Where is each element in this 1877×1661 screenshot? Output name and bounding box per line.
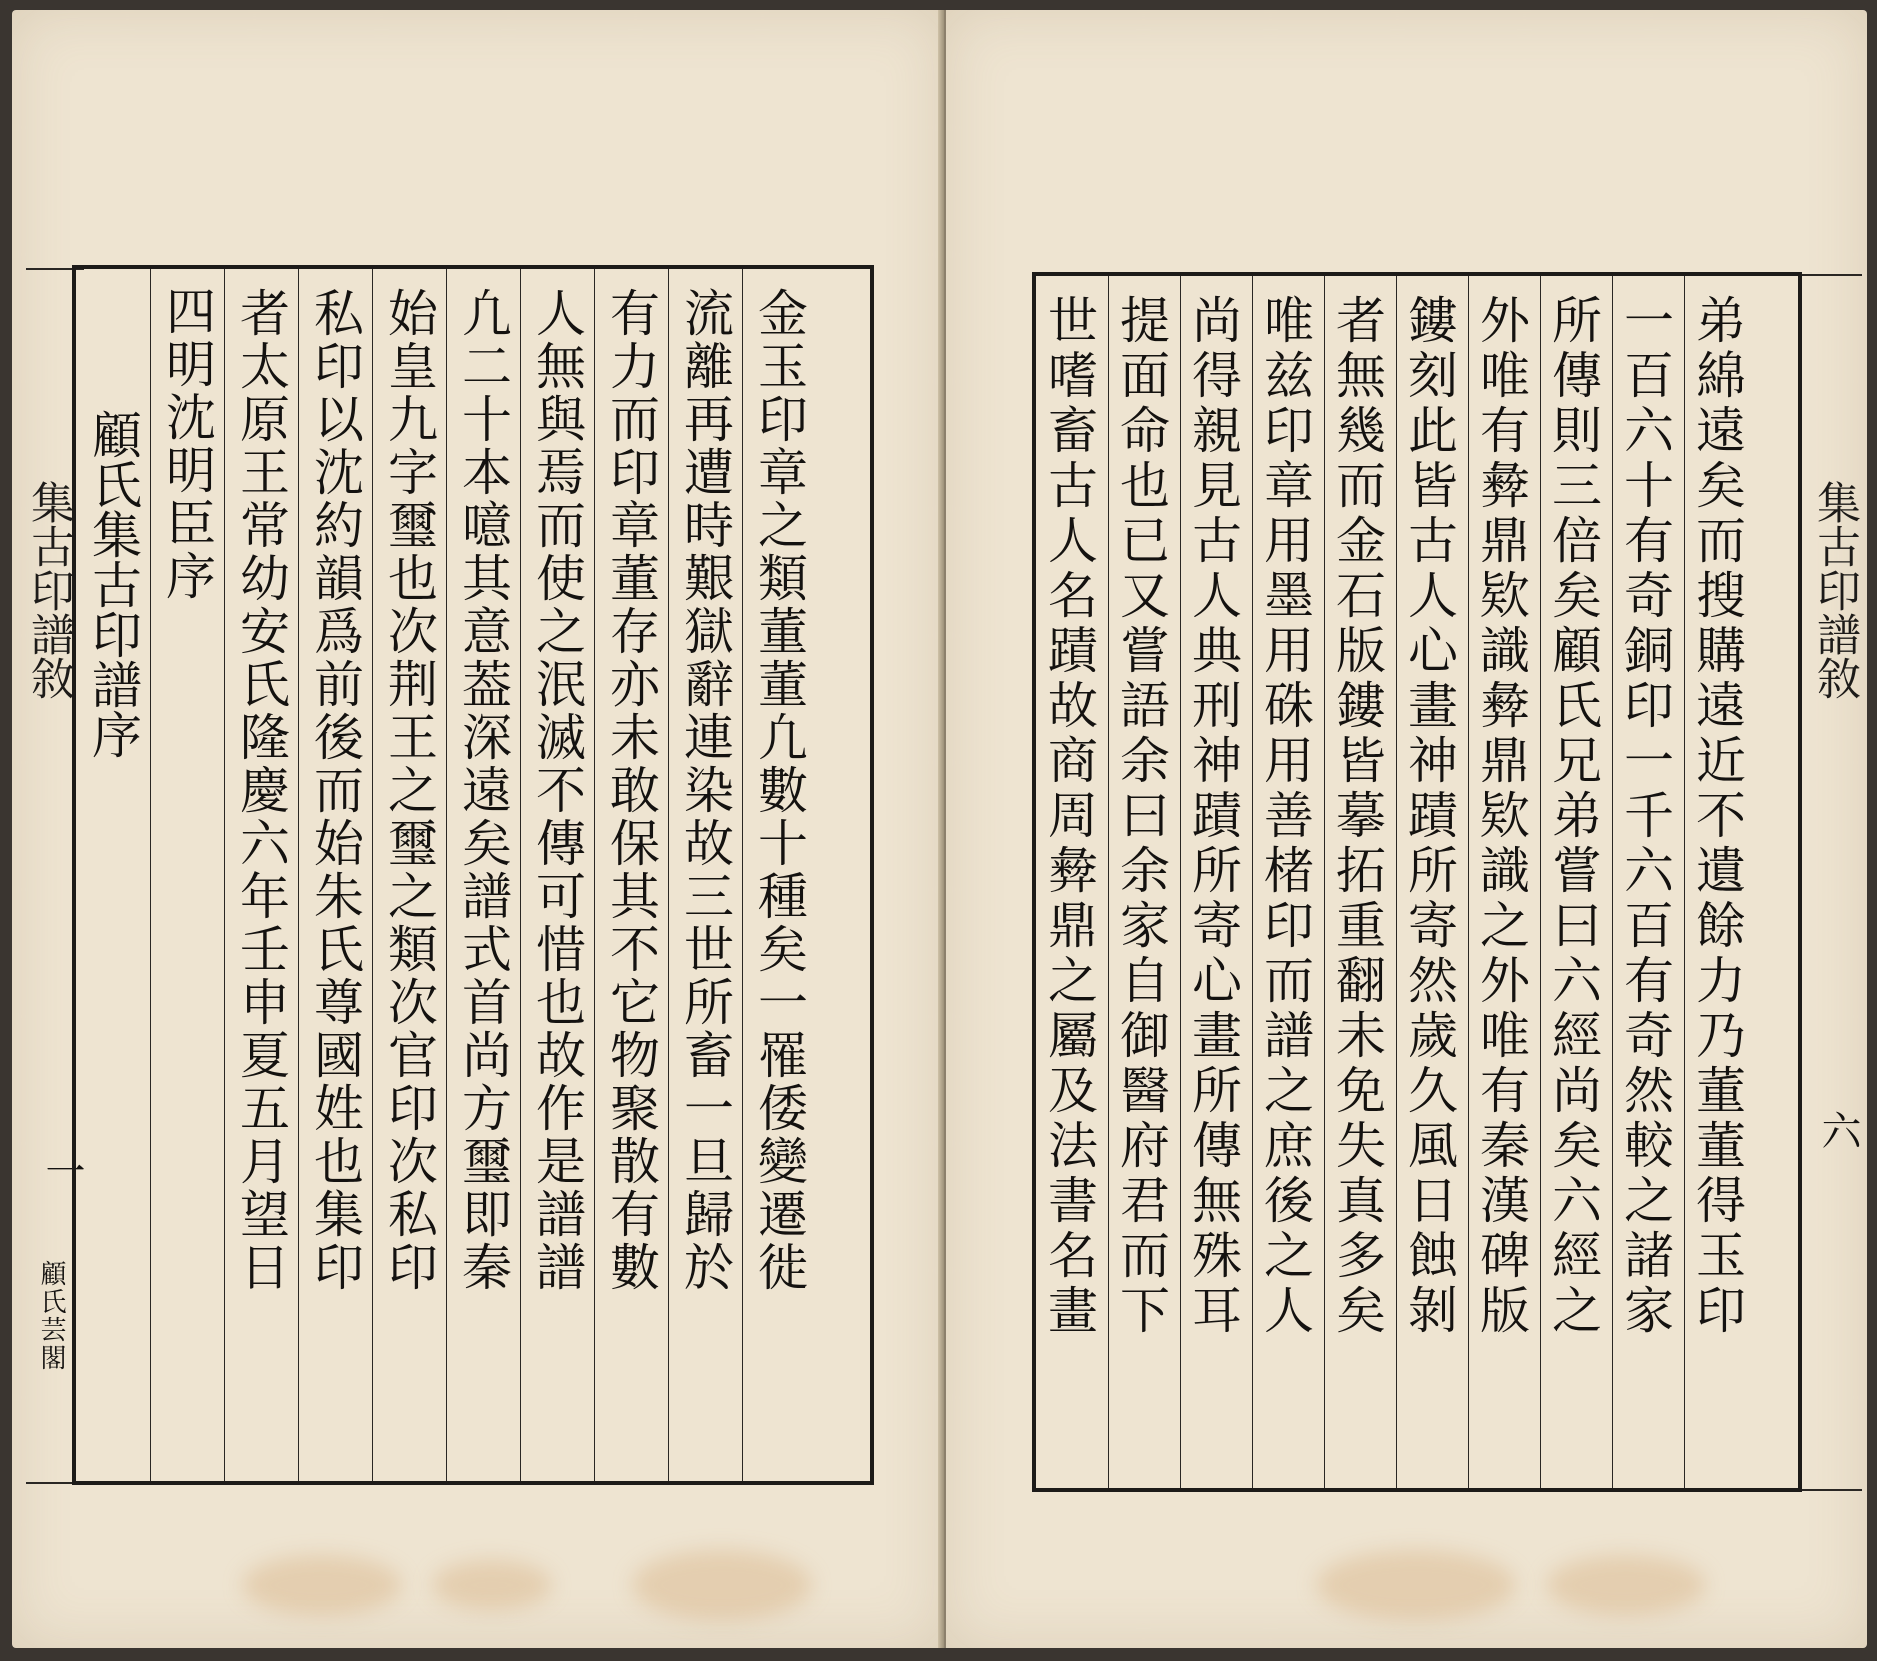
right-text-column: 提面命也已又嘗語余曰余家自御醫府君而下 — [1112, 294, 1170, 1339]
preface-title: 顧氏集古印譜序 — [84, 409, 142, 759]
left-text-column: 者太原王常幼安氏隆慶六年壬申夏五月望日 — [232, 287, 290, 1294]
right-text-column: 尚得親見古人典刑神蹟所寄心畫所傳無殊耳 — [1184, 294, 1242, 1339]
left-text-column: 人無與焉而使之泯滅不傳可惜也故作是譜譜 — [528, 287, 586, 1294]
left-text-column: 私印以沈約韻爲前後而始朱氏尊國姓也集印 — [306, 287, 364, 1294]
publisher-mark: 顧氏芸閣 — [36, 1260, 66, 1372]
right-text-column: 世嗜畜古人名蹟故商周彜鼎之屬及法書名畫 — [1040, 294, 1098, 1339]
right-text-column: 所傳則三倍矣顧氏兄弟嘗曰六經尚矣六經之 — [1544, 294, 1602, 1339]
right-text-column: 一百六十有奇銅印一千六百有奇然較之諸家 — [1616, 294, 1674, 1339]
left-spine-title: 集古印譜敘 — [23, 480, 74, 700]
right-spine-title: 集古印譜敘 — [1809, 480, 1860, 700]
right-folio: 六 — [1815, 1110, 1861, 1150]
right-text-column: 弟綿遠矣而搜購遠近不遺餘力乃董董得玉印 — [1688, 294, 1746, 1339]
right-text-column: 鏤刻此皆古人心畫神蹟所寄然歲久風日蝕剝 — [1400, 294, 1458, 1339]
preface-signature: 四明沈明臣序 — [158, 285, 216, 603]
left-text-column: 流離再遭時艱獄辭連染故三世所畜一旦歸於 — [676, 287, 734, 1294]
right-page — [946, 10, 1867, 1648]
left-text-column: 有力而印章董存亦未敢保其不它物聚散有數 — [602, 287, 660, 1294]
right-text-column: 唯兹印章用墨用硃用善楮印而譜之庶後之人 — [1256, 294, 1314, 1339]
right-text-column: 者無幾而金石版鏤皆摹拓重翻未免失真多矣 — [1328, 294, 1386, 1339]
right-text-column: 外唯有彜鼎欵識彜鼎欵識之外唯有秦漢碑版 — [1472, 294, 1530, 1339]
left-text-column: 始皇九字璽也次荆王之璽之類次官印次私印 — [380, 287, 438, 1294]
left-text-column: 凢二十本噫其意葢深遠矣譜式首尚方璽即秦 — [454, 287, 512, 1294]
left-folio: 一 — [39, 1150, 85, 1190]
left-text-frame — [72, 265, 874, 1485]
left-page — [12, 10, 942, 1648]
right-text-frame — [1032, 272, 1802, 1492]
left-text-column: 金玉印章之類董董凢數十種矣一罹倭變遷徙 — [750, 287, 808, 1294]
